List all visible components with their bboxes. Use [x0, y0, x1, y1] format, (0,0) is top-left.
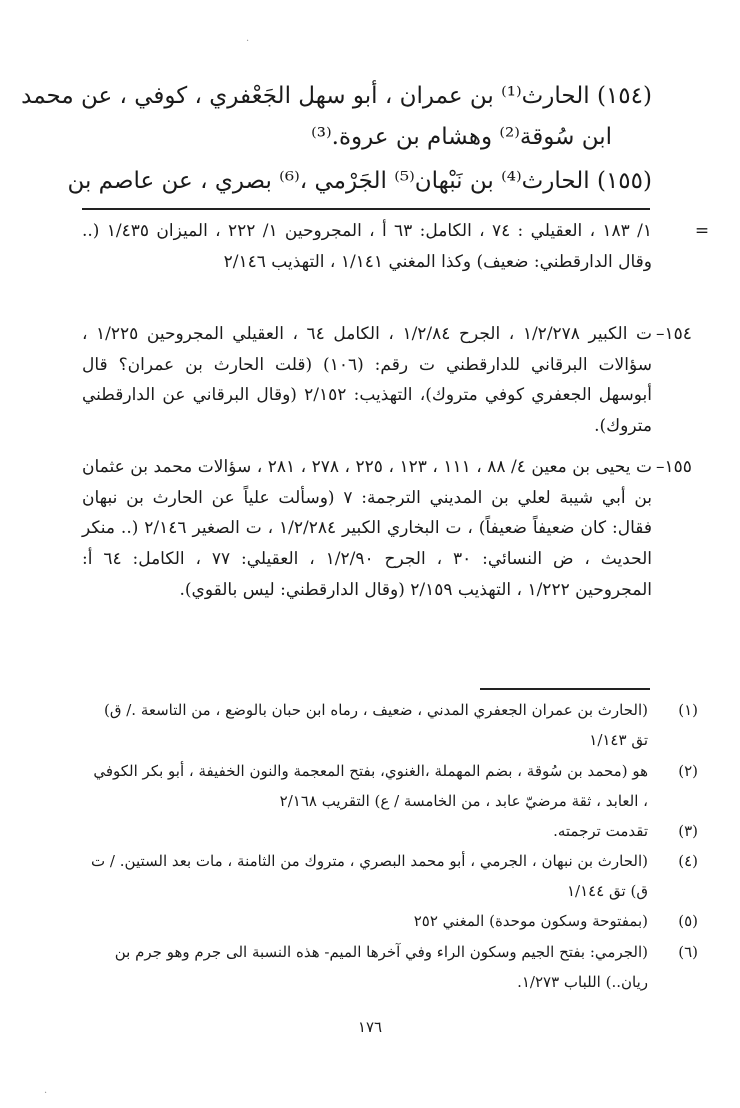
footnote-4	[90, 846, 698, 906]
main-text-divider	[82, 208, 650, 210]
footnote-number: (١)	[678, 701, 698, 719]
reference-tag: =	[694, 221, 710, 241]
footnote-text: تقدمت ترجمته.	[553, 822, 648, 840]
footnote-divider	[480, 688, 650, 690]
page-number: ١٧٦	[357, 1018, 383, 1036]
reference-text: ت يحيى بن معين ٤/ ٨٨ ، ١١١ ، ١٢٣ ، ٢٢٥ ، ٢٧٨ ، ٢٨١ ، سؤالات محمد بن عثمان بن أبي شيبة لعلي بن المديني الترجمة: ٧ (وسألت علياً عن الحارث بن نبهان فقال: كان ضعيفاً ضعيفاً) ، ت البخاري الكبير ١/٢/٢٨٤ ، ت الصغير ٢/١٤٦ (.. منكر الحديث ، ض النسائي: ٣٠ ، الجرح ١/٢/٩٠ ، العقيلي: ٧٧ ، الكامل: ٦٤ أ: المجروحين ١/٢٢٢ ، التهذيب ٢/١٥٩ (وقال الدارقطني: ليس بالقوي).	[82, 457, 653, 600]
reference-text: ت الكبير ١/٢/٢٧٨ ، الجرح ١/٢/٨٤ ، الكامل ٦٤ ، العقيلي المجروحين ١/٢٢٥ ، سؤالات البرقاني للدارقطني ت رقم: (١٠٦) (قلت الحارث بن عمران؟ قال أبوسهل الجعفري كوفي متروك)، التهذيب: ٢/١٥٢ (وقال البرقاني عن الدارقطني متروك).	[82, 324, 652, 437]
footnote-1	[90, 695, 698, 755]
reference-155	[82, 452, 692, 606]
entry-154-line-2: ابن سُوقة⁽²⁾ وهشام بن عروة.⁽³⁾	[311, 124, 612, 150]
reference-tag: ١٥٥–	[656, 457, 692, 477]
reference-text: ١/ ١٨٣ ، العقيلي : ٧٤ ، الكامل: ٦٣ أ ، المجروحين ١/ ٢٢٢ ، الميزان ١/٤٣٥ (.. وقال الدارقطني: ضعيف) وكذا المغني ١/١٤١ ، التهذيب ٢/١٤٦	[82, 221, 652, 272]
scan-mark: ·	[246, 36, 250, 47]
footnote-6	[90, 937, 698, 997]
footnote-2	[90, 756, 698, 816]
footnote-number: (٣)	[678, 822, 698, 840]
reference-continuation	[82, 216, 710, 277]
footnote-text: (الحارث بن عمران الجعفري المدني ، ضعيف ، رماه ابن حبان بالوضع ، من التاسعة ./ ق) تق ١/١٤٣	[103, 701, 648, 749]
footnote-text: هو (محمد بن سُوقة ، بضم المهملة ،الغنوي، بفتح المعجمة والنون الخفيفة ، أبو بكر الكوفي ، العابد ، ثقة مرضيّ عابد ، من الخامسة / ع) التقريب ٢/١٦٨	[93, 762, 648, 810]
footnote-text: (الحارث بن نبهان ، الجرمي ، أبو محمد البصري ، متروك من الثامنة ، مات بعد الستين. / ت ق) تق ١/١٤٤	[91, 852, 648, 900]
footnote-number: (٥)	[678, 912, 698, 930]
footnote-text: (الجرمي: بفتح الجيم وسكون الراء وفي آخرها الميم- هذه النسبة الى جرم وهو جرم بن ريان..) اللباب ١/٢٧٣.	[114, 943, 648, 991]
reference-154	[82, 319, 692, 442]
footnote-number: (٤)	[678, 852, 698, 870]
footnote-number: (٢)	[678, 762, 698, 780]
footnote-3	[90, 816, 698, 846]
footnote-number: (٦)	[678, 943, 698, 961]
scan-mark: ·	[44, 1088, 48, 1099]
entry-154-line-1: (١٥٤) الحارث⁽¹⁾ بن عمران ، أبو سهل الجَعْفري ، كوفي ، عن محمد	[21, 83, 652, 109]
reference-tag: ١٥٤–	[656, 324, 692, 344]
footnote-text: (بمفتوحة وسكون موحدة) المغني ٢٥٢	[413, 912, 648, 930]
footnote-5	[90, 906, 698, 936]
entry-155-line-1: (١٥٥) الحارث⁽⁴⁾ بن نَبْهان⁽⁵⁾ الجَرْمي ،⁽⁶⁾ بصري ، عن عاصم بن	[67, 168, 652, 194]
